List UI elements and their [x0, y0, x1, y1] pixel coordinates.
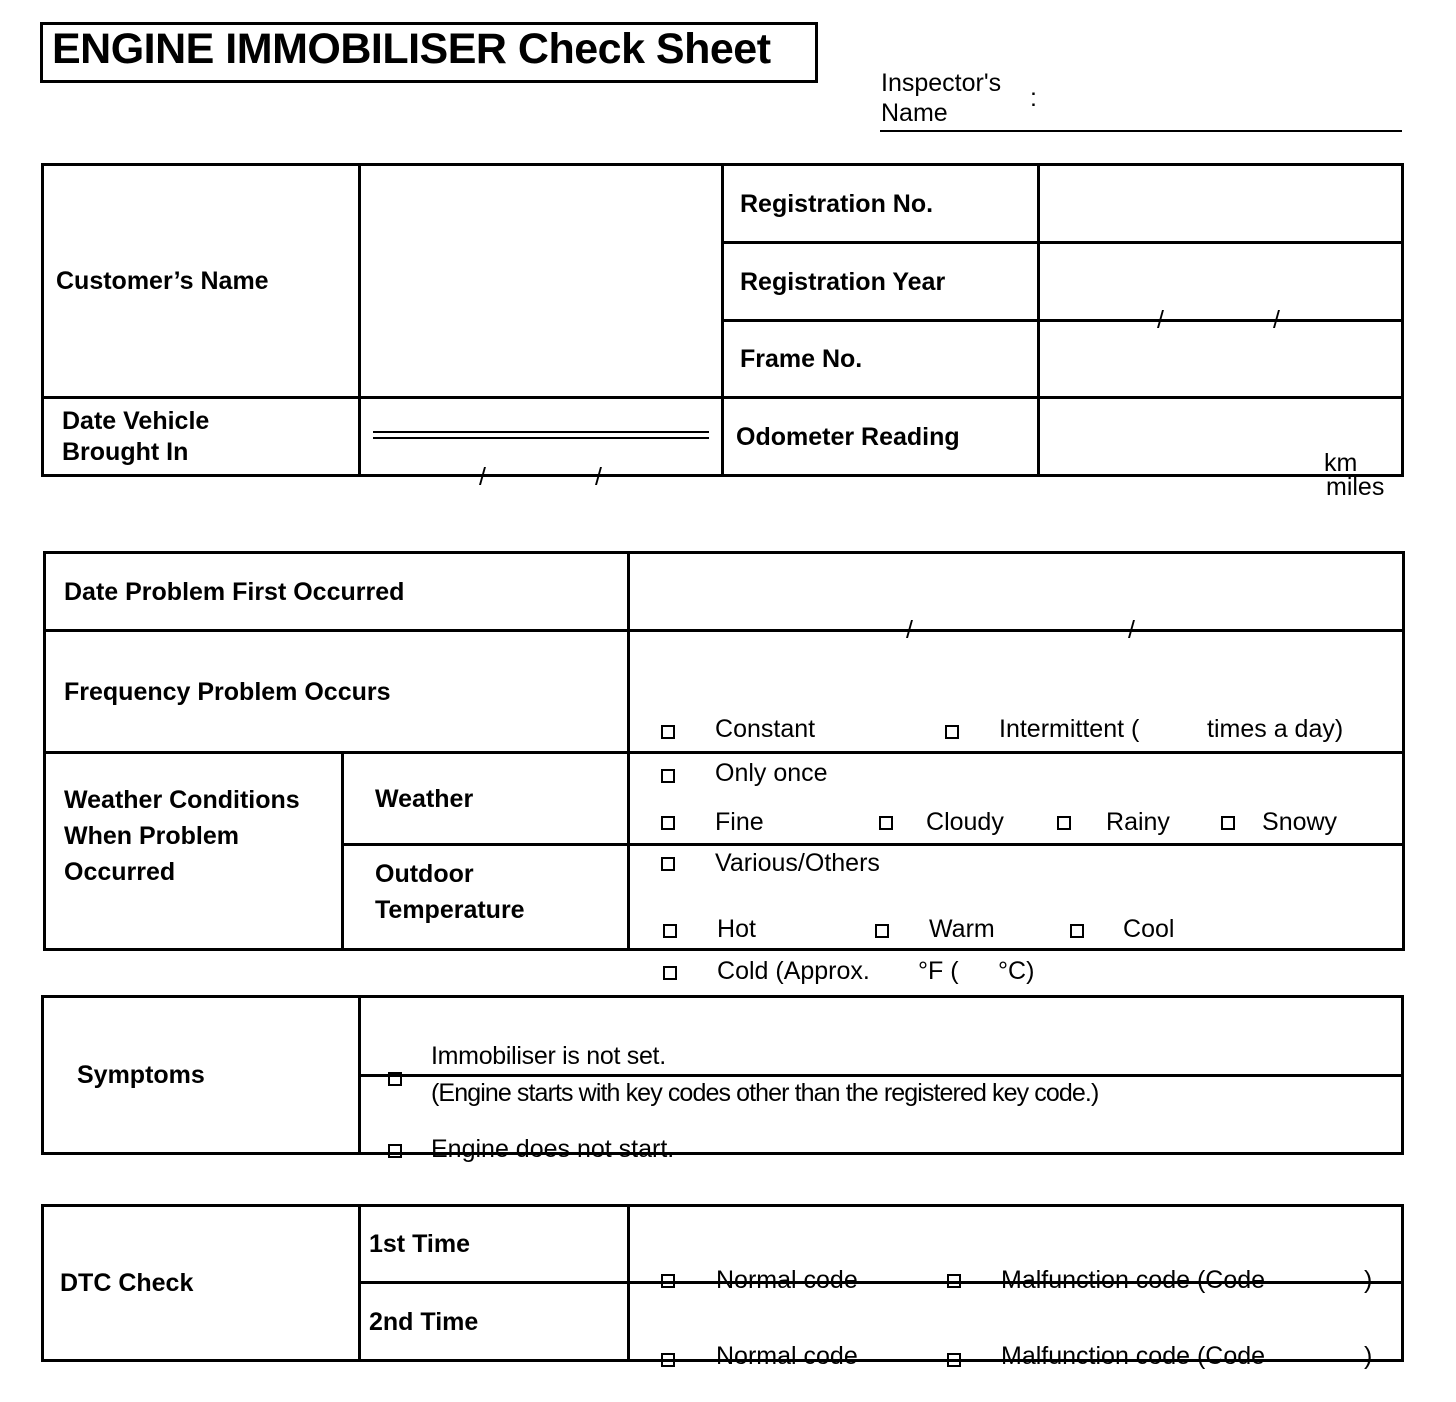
outdoor-temp-label-cell: [343, 845, 629, 950]
inspector-label-line2: Name: [881, 99, 948, 127]
checkbox-only-once[interactable]: [661, 769, 675, 783]
dtc-check-table: [41, 1204, 1404, 1370]
date-first-occurred-field[interactable]: [629, 553, 1404, 644]
date-separator: /: [595, 462, 602, 491]
date-separator: /: [1128, 615, 1135, 644]
checkbox-immobiliser-not-set[interactable]: [388, 1072, 402, 1086]
second-malfunction-code: Malfunction code (Code: [1001, 1341, 1266, 1370]
option-cloudy: Cloudy: [926, 807, 1004, 836]
inspector-label: [881, 68, 1001, 128]
registration-no-label: Registration No.: [740, 189, 934, 218]
checkbox-warm[interactable]: [875, 924, 889, 938]
option-only-once: Only once: [715, 758, 828, 787]
option-snowy: Snowy: [1262, 807, 1338, 836]
date-first-occurred-label-cell: [45, 553, 629, 631]
inspector-label-line1: Inspector's: [881, 69, 1002, 97]
date-separator: /: [479, 462, 486, 491]
odometer-label: Odometer Reading: [736, 422, 960, 451]
weather-conditions-label: [46, 782, 341, 890]
option-cool: Cool: [1123, 915, 1175, 943]
checkbox-cold[interactable]: [663, 966, 677, 980]
registration-no-field[interactable]: [1039, 165, 1403, 243]
symptoms-label: Symptoms: [77, 1061, 205, 1089]
option-cold-celsius: °C): [998, 957, 1035, 985]
option-warm: Warm: [929, 915, 995, 943]
symptoms-table: [41, 995, 1404, 1163]
second-normal-code: Normal code: [716, 1341, 858, 1370]
date-separator: /: [1157, 305, 1164, 334]
option-fine: Fine: [715, 807, 764, 836]
weather-conditions-label-line2: When Problem: [64, 822, 240, 850]
odometer-label-cell: [723, 398, 1039, 476]
frame-no-label: Frame No.: [740, 345, 863, 373]
registration-year-label-cell: [723, 243, 1039, 321]
checkbox-rainy[interactable]: [1057, 816, 1071, 830]
first-time-label: 1st Time: [369, 1230, 470, 1258]
symptom-option1-cell: [360, 997, 1403, 1107]
checkbox-various-others[interactable]: [661, 857, 675, 871]
date-brought-in-label: [44, 406, 358, 468]
customer-name-label: Customer’s Name: [56, 267, 269, 295]
first-normal-code: Normal code: [716, 1266, 858, 1294]
checkbox-second-malfunction-code[interactable]: [947, 1353, 961, 1367]
date-first-occurred-label: Date Problem First Occurred: [64, 577, 405, 606]
first-time-options-cell: [629, 1206, 1403, 1294]
option-various-others: Various/Others: [715, 848, 880, 877]
dtc-label: DTC Check: [60, 1269, 194, 1297]
vehicle-info-table: [41, 163, 1404, 501]
checkbox-first-malfunction-code[interactable]: [947, 1274, 961, 1288]
second-close-paren: ): [1364, 1341, 1373, 1370]
first-time-label-cell: [360, 1206, 629, 1283]
symptoms-label-cell: [43, 997, 360, 1154]
customer-name-double-line: [373, 431, 709, 439]
outdoor-temp-label-line2: Temperature: [375, 896, 525, 924]
checkbox-cool[interactable]: [1070, 924, 1084, 938]
inspector-colon: :: [1030, 84, 1037, 112]
first-malfunction-code: Malfunction code (Code: [1001, 1266, 1266, 1294]
date-brought-in-label-cell: [43, 398, 360, 476]
option-cold: Cold (Approx.: [717, 957, 870, 985]
option-intermittent: Intermittent (: [999, 714, 1140, 743]
outdoor-temp-label: [344, 856, 627, 928]
weather-conditions-label-line3: Occurred: [64, 858, 176, 886]
option-hot: Hot: [717, 915, 756, 943]
checkbox-first-normal-code[interactable]: [661, 1274, 675, 1288]
page-title: ENGINE IMMOBILISER Check Sheet: [52, 25, 771, 73]
option-constant: Constant: [715, 714, 816, 743]
date-separator: /: [1273, 305, 1280, 334]
checkbox-constant[interactable]: [661, 725, 675, 739]
registration-year-label: Registration Year: [740, 267, 946, 296]
option-intermittent-suffix: times a day): [1207, 714, 1344, 743]
checkbox-fine[interactable]: [661, 816, 675, 830]
checkbox-hot[interactable]: [663, 924, 677, 938]
weather-conditions-label-cell: [45, 753, 343, 950]
inspector-name-field[interactable]: [880, 130, 1402, 132]
frequency-label: Frequency Problem Occurs: [64, 677, 391, 706]
checkbox-snowy[interactable]: [1221, 816, 1235, 830]
odometer-field[interactable]: [1039, 398, 1403, 501]
first-close-paren: ): [1364, 1266, 1373, 1294]
unit-km: km: [1324, 448, 1358, 477]
date-brought-in-label-line2: Brought In: [62, 437, 189, 466]
frequency-options-cell: [629, 631, 1404, 787]
customer-name-field[interactable]: [360, 165, 723, 398]
second-time-label: 2nd Time: [369, 1307, 479, 1336]
unit-miles: miles: [1326, 472, 1385, 501]
problem-info-table: [43, 551, 1405, 985]
option-rainy: Rainy: [1106, 807, 1170, 836]
checkbox-cloudy[interactable]: [879, 816, 893, 830]
weather-label-cell: [343, 753, 629, 845]
symptom-option1-line1: Immobiliser is not set.: [431, 1042, 666, 1070]
dtc-label-cell: [43, 1206, 360, 1361]
outdoor-temp-label-line1: Outdoor: [375, 860, 474, 888]
symptom-option2: Engine does not start.: [431, 1134, 675, 1163]
second-time-label-cell: [360, 1283, 629, 1361]
registration-no-label-cell: [723, 165, 1039, 243]
date-brought-in-label-line1: Date Vehicle: [62, 406, 210, 435]
checkbox-engine-does-not-start[interactable]: [388, 1144, 402, 1158]
checkbox-intermittent[interactable]: [945, 725, 959, 739]
registration-year-field[interactable]: [1039, 243, 1403, 334]
weather-conditions-label-line1: Weather Conditions: [64, 786, 300, 814]
symptom-option1-line2: (Engine starts with key codes other than the registered key code.): [431, 1079, 1099, 1107]
customer-name-label-cell: [43, 165, 360, 398]
checkbox-second-normal-code[interactable]: [661, 1353, 675, 1367]
option-cold-fahrenheit: °F (: [918, 957, 959, 985]
frame-no-label-cell: [723, 321, 1039, 398]
frame-no-field[interactable]: [1039, 321, 1403, 398]
weather-label: Weather: [375, 784, 474, 813]
date-separator: /: [906, 615, 913, 644]
frequency-label-cell: [45, 631, 629, 753]
